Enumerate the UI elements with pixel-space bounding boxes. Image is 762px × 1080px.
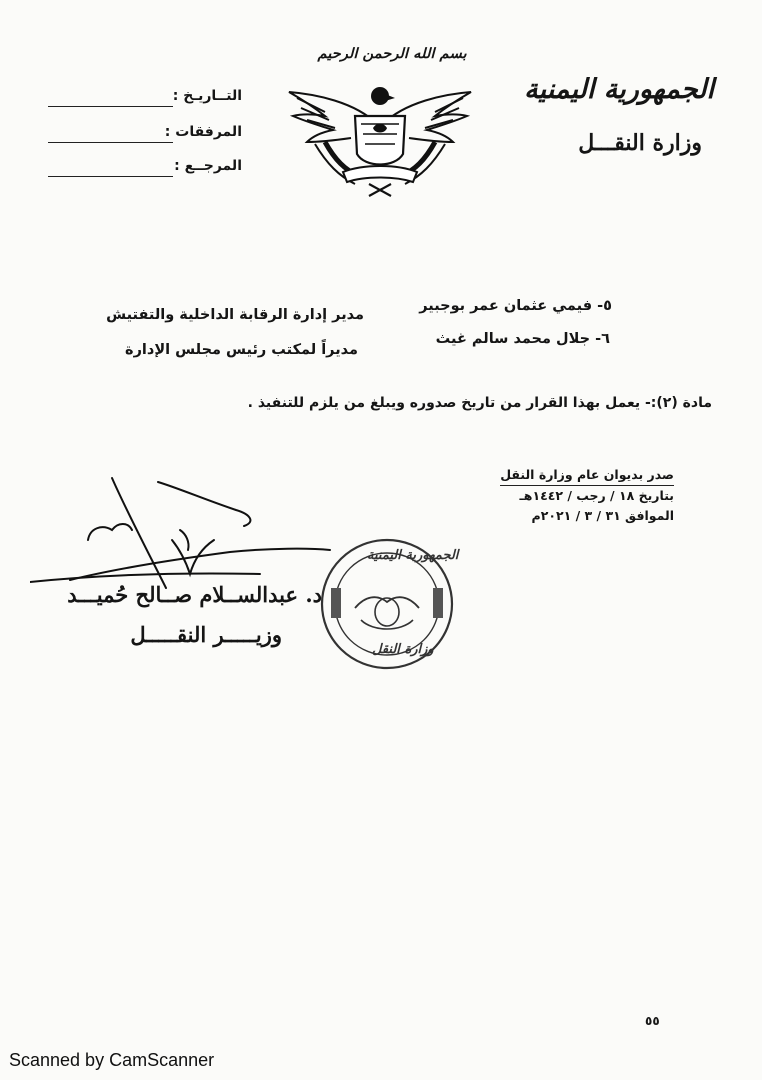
member-5-name: ٥- فيمي عثمان عمر بوجبير xyxy=(419,298,612,314)
issued-block xyxy=(500,465,674,526)
ministry-heading: وزارة النقـــل xyxy=(578,130,702,156)
attachments-line xyxy=(48,142,173,143)
republic-heading: الجمهورية اليمنية xyxy=(524,74,714,105)
reference-line xyxy=(48,176,173,177)
member-6-name: ٦- جلال محمد سالم غيث xyxy=(435,331,610,347)
reference-label: المرجــع : xyxy=(174,158,242,174)
issued-hijri-date: بتاريخ ١٨ / رجب / ١٤٤٢هـ xyxy=(519,488,674,503)
issued-at: صدر بديوان عام وزارة النقل xyxy=(500,465,674,486)
scanner-watermark: Scanned by CamScanner xyxy=(9,1050,215,1070)
signatory-title: وزيـــــر النقـــــل xyxy=(130,622,282,647)
article-2: مادة (٢):- يعمل بهذا القرار من تاريخ صدوره ويبلغ من يلزم للتنفيذ . xyxy=(247,395,712,411)
issued-gregorian-date: الموافق ٣١ / ٣ / ٢٠٢١م xyxy=(531,508,674,523)
member-5-role: مدير إدارة الرقابة الداخلية والتفتيش xyxy=(106,307,364,323)
yemen-emblem-icon xyxy=(285,72,475,197)
date-field xyxy=(48,88,248,114)
attachments-field xyxy=(48,124,248,150)
signatory-name: د. عبدالســلام صــالح حُميـــد xyxy=(67,582,322,607)
date-line xyxy=(48,106,173,107)
stamp-bottom-text: وزارة النقل xyxy=(372,642,434,657)
stamp-top-text: الجمهورية اليمنية xyxy=(367,548,459,563)
member-6-role: مديراً لمكتب رئيس مجلس الإدارة xyxy=(125,342,358,358)
page-mark: ٥٥ xyxy=(645,1014,660,1028)
attachments-label: المرفقات : xyxy=(164,124,242,140)
reference-field xyxy=(48,158,248,184)
date-label: التــاريـخ : xyxy=(172,88,242,104)
basmala: بسم الله الرحمن الرحيم xyxy=(317,46,467,62)
